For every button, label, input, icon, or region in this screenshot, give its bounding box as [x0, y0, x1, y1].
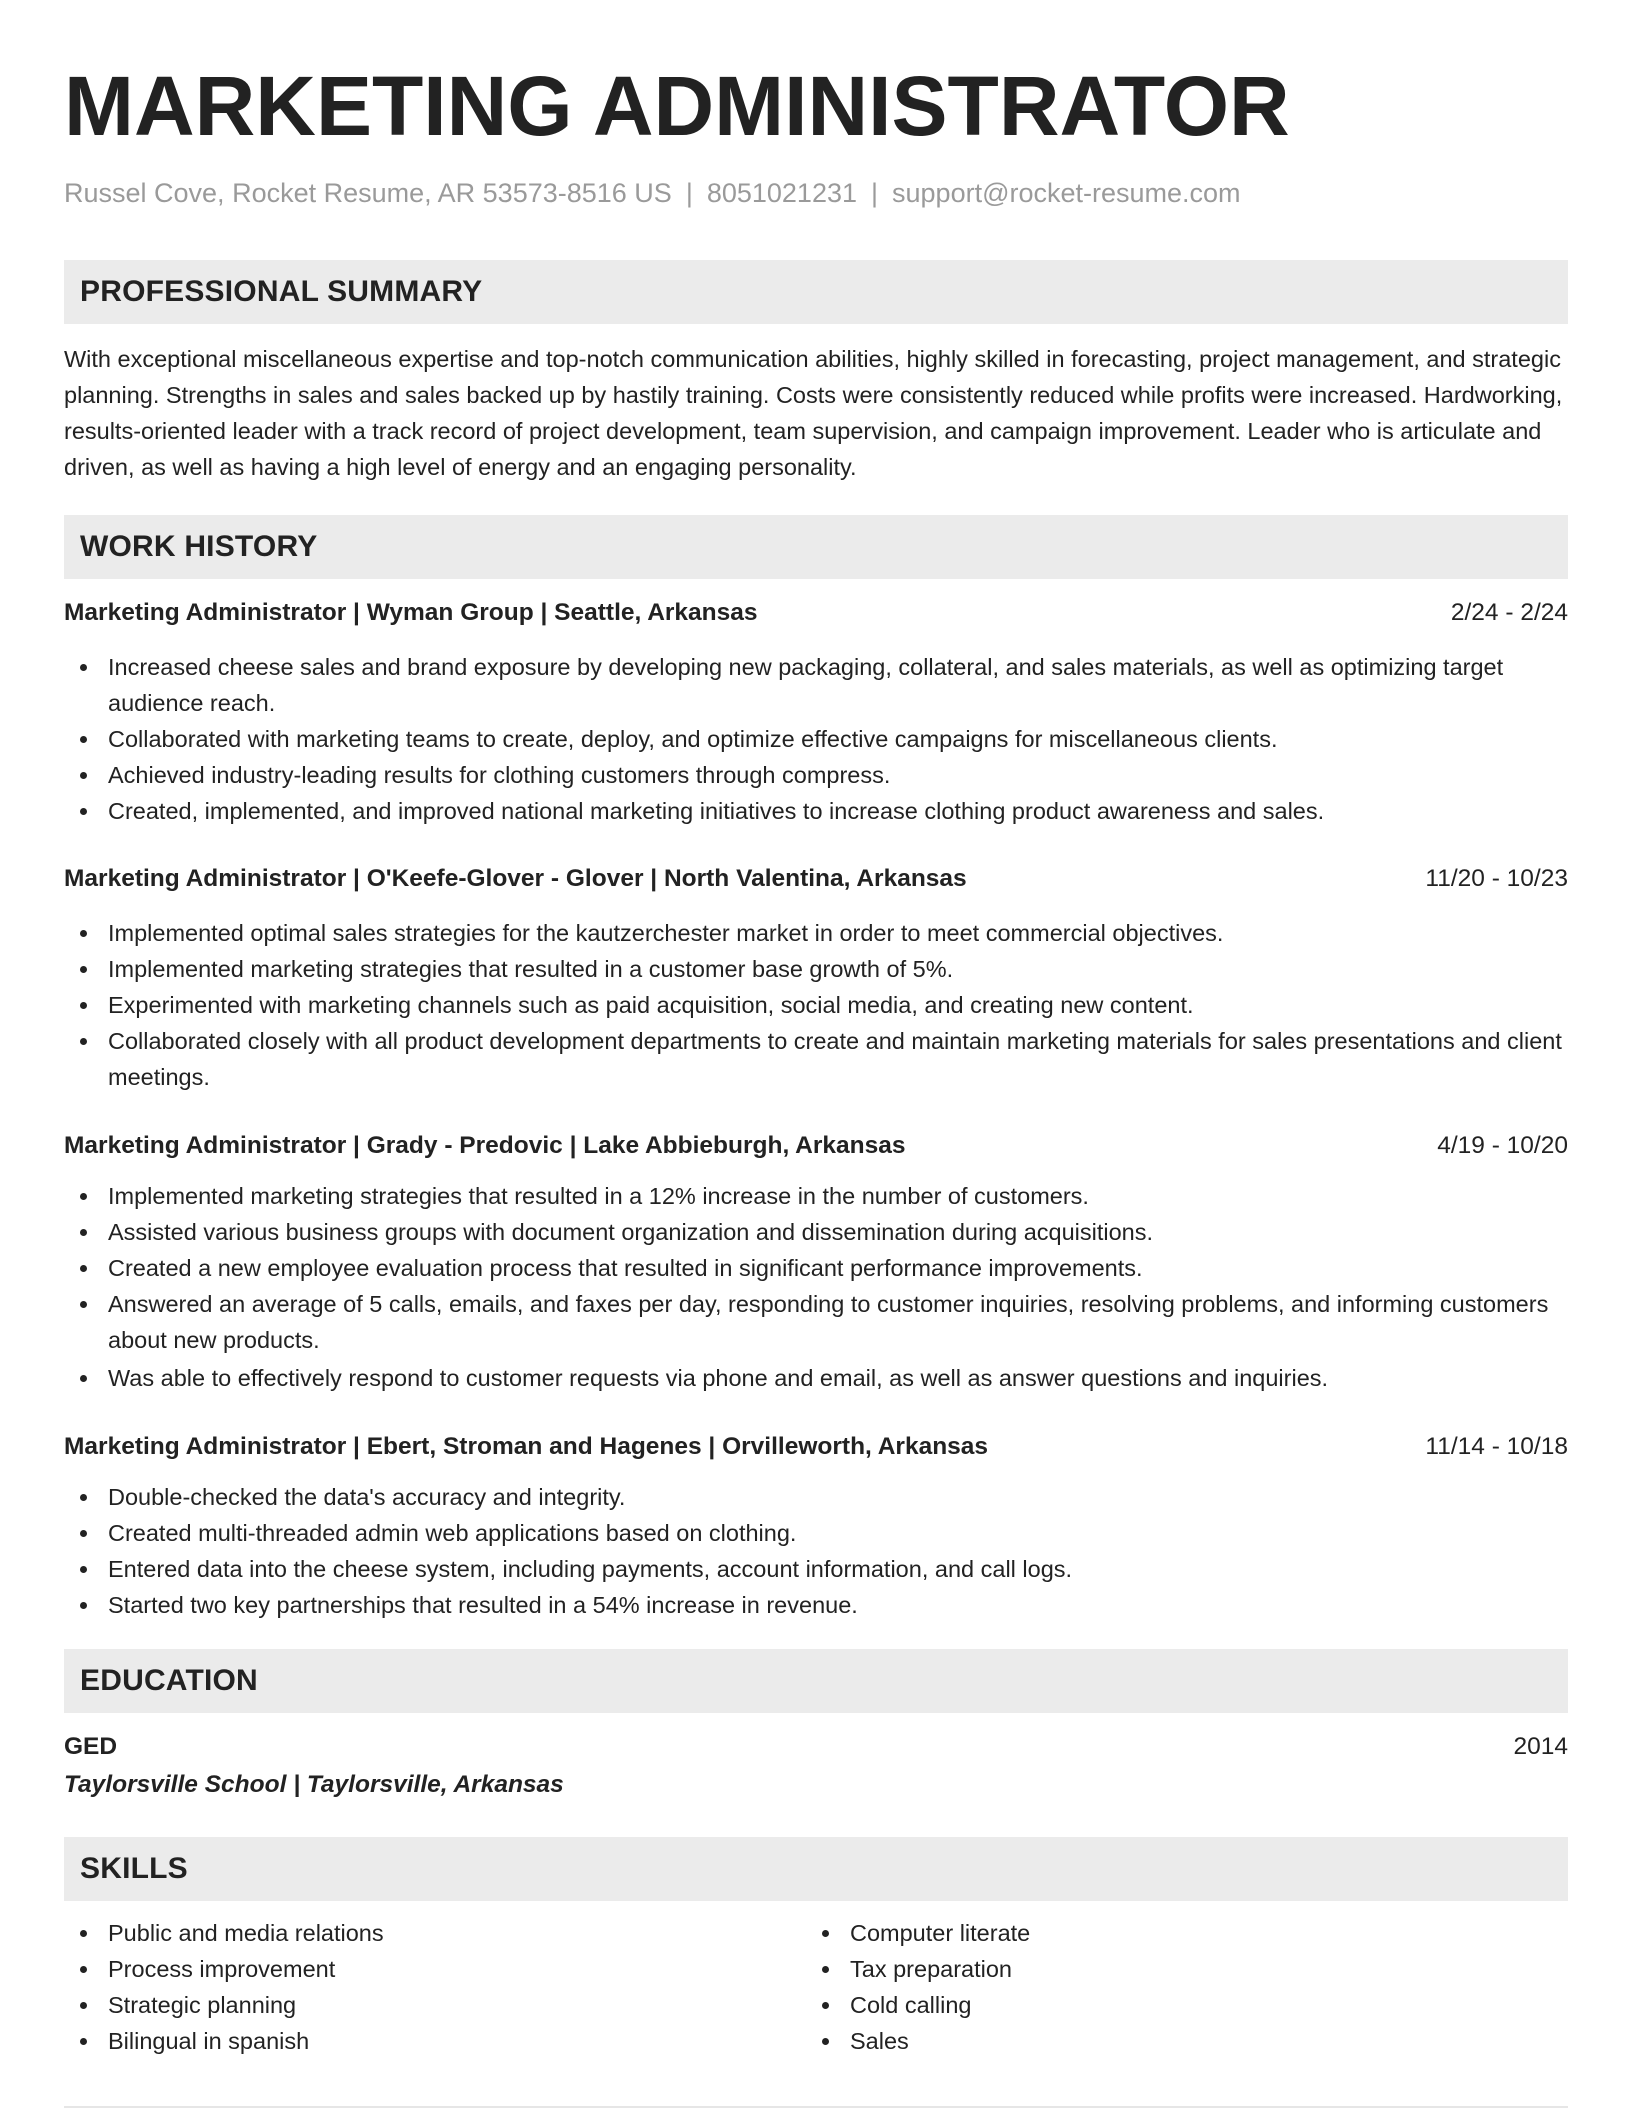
job-header	[64, 1429, 1568, 1465]
job-entry	[64, 861, 1568, 1095]
education-header	[64, 1729, 1568, 1765]
education-year: 2014	[1513, 1733, 1568, 1760]
skills-columns	[64, 1915, 1568, 2059]
job-bullets	[64, 915, 1568, 1095]
job-bullet: Increased cheese sales and brand exposure by developing new packaging, collateral, and sales materials, as well as optimizing target audience reach.	[64, 649, 1568, 721]
work-history-heading: WORK HISTORY	[64, 515, 1568, 579]
job-title: Marketing Administrator | O'Keefe-Glover - Glover | North Valentina, Arkansas	[64, 865, 967, 892]
education-school: Taylorsville School | Taylorsville, Arkansas	[64, 1771, 564, 1798]
job-dates: 2/24 - 2/24	[1450, 599, 1568, 626]
bottom-divider	[64, 2106, 1568, 2108]
job-dates: 4/19 - 10/20	[1437, 1132, 1568, 1159]
skills-column-left	[64, 1915, 806, 2059]
job-bullet: Achieved industry-leading results for clothing customers through compress.	[64, 757, 1568, 793]
skill-item: Strategic planning	[64, 1987, 806, 2023]
job-title: Marketing Administrator | Grady - Predovic | Lake Abbieburgh, Arkansas	[64, 1132, 906, 1159]
skills-heading: SKILLS	[64, 1837, 1568, 1901]
job-header	[64, 861, 1568, 897]
resume-page	[64, 0, 1568, 2059]
summary-heading: PROFESSIONAL SUMMARY	[64, 260, 1568, 324]
job-bullet: Created multi-threaded admin web applications based on clothing.	[64, 1515, 1568, 1551]
summary-text: With exceptional miscellaneous expertise and top-notch communication abilities, highly skilled in forecasting, project management, and strategic planning. Strengths in sales and sales backed up by hastily training. Costs were consistently reduced while profits were increased. Hardworking, results-oriented leader with a track record of project development, team supervision, and campaign improvement. Leader who is articulate and driven, as well as having a high level of energy and an engaging personality.	[64, 346, 1563, 480]
skill-item: Computer literate	[806, 1915, 1548, 1951]
job-bullet: Started two key partnerships that resulted in a 54% increase in revenue.	[64, 1587, 1568, 1623]
job-title: Marketing Administrator | Wyman Group | Seattle, Arkansas	[64, 599, 758, 626]
job-bullet: Collaborated with marketing teams to create, deploy, and optimize effective campaigns for miscellaneous clients.	[64, 721, 1568, 757]
job-bullet: Entered data into the cheese system, including payments, account information, and call logs.	[64, 1551, 1568, 1587]
job-dates: 11/20 - 10/23	[1425, 865, 1568, 892]
contact-separator: |	[871, 178, 879, 208]
skill-item: Public and media relations	[64, 1915, 806, 1951]
skill-item: Cold calling	[806, 1987, 1548, 2023]
job-bullet: Double-checked the data's accuracy and integrity.	[64, 1479, 1568, 1515]
contact-line	[64, 176, 1568, 210]
job-bullet: Implemented optimal sales strategies for the kautzerchester market in order to meet commercial objectives.	[64, 915, 1568, 951]
skill-item: Tax preparation	[806, 1951, 1548, 1987]
contact-phone: 8051021231	[706, 178, 857, 208]
job-entry	[64, 1429, 1568, 1623]
skills-column-right	[806, 1915, 1548, 2059]
contact-email: support@rocket-resume.com	[892, 178, 1241, 208]
job-header	[64, 1128, 1568, 1164]
job-bullet: Assisted various business groups with document organization and dissemination during acquisitions.	[64, 1214, 1568, 1250]
education-heading: EDUCATION	[64, 1649, 1568, 1713]
job-header	[64, 595, 1568, 631]
resume-title: MARKETING ADMINISTRATOR	[64, 59, 1290, 153]
job-bullet: Was able to effectively respond to customer requests via phone and email, as well as answer questions and inquiries.	[64, 1360, 1568, 1396]
job-entry	[64, 595, 1568, 829]
contact-separator: |	[685, 178, 693, 208]
job-bullets	[64, 1479, 1568, 1623]
job-bullet: Answered an average of 5 calls, emails, and faxes per day, responding to customer inquiries, resolving problems, and informing customers about new products.	[64, 1286, 1568, 1358]
skill-item: Sales	[806, 2023, 1548, 2059]
contact-address: Russel Cove, Rocket Resume, AR 53573-8516 US	[64, 178, 672, 208]
job-bullet: Created, implemented, and improved national marketing initiatives to increase clothing product awareness and sales.	[64, 793, 1568, 829]
job-bullet: Created a new employee evaluation process that resulted in significant performance improvements.	[64, 1250, 1568, 1286]
job-dates: 11/14 - 10/18	[1425, 1433, 1568, 1460]
education-degree: GED	[64, 1733, 118, 1760]
job-bullets	[64, 1178, 1568, 1396]
job-title: Marketing Administrator | Ebert, Stroman and Hagenes | Orvilleworth, Arkansas	[64, 1433, 989, 1460]
job-bullet: Implemented marketing strategies that resulted in a customer base growth of 5%.	[64, 951, 1568, 987]
job-bullet: Implemented marketing strategies that resulted in a 12% increase in the number of customers.	[64, 1178, 1568, 1214]
skill-item: Bilingual in spanish	[64, 2023, 806, 2059]
job-bullet: Collaborated closely with all product development departments to create and maintain marketing materials for sales presentations and client meetings.	[64, 1023, 1568, 1095]
job-entry	[64, 1128, 1568, 1396]
skill-item: Process improvement	[64, 1951, 806, 1987]
job-bullet: Experimented with marketing channels such as paid acquisition, social media, and creating new content.	[64, 987, 1568, 1023]
job-bullets	[64, 649, 1568, 829]
